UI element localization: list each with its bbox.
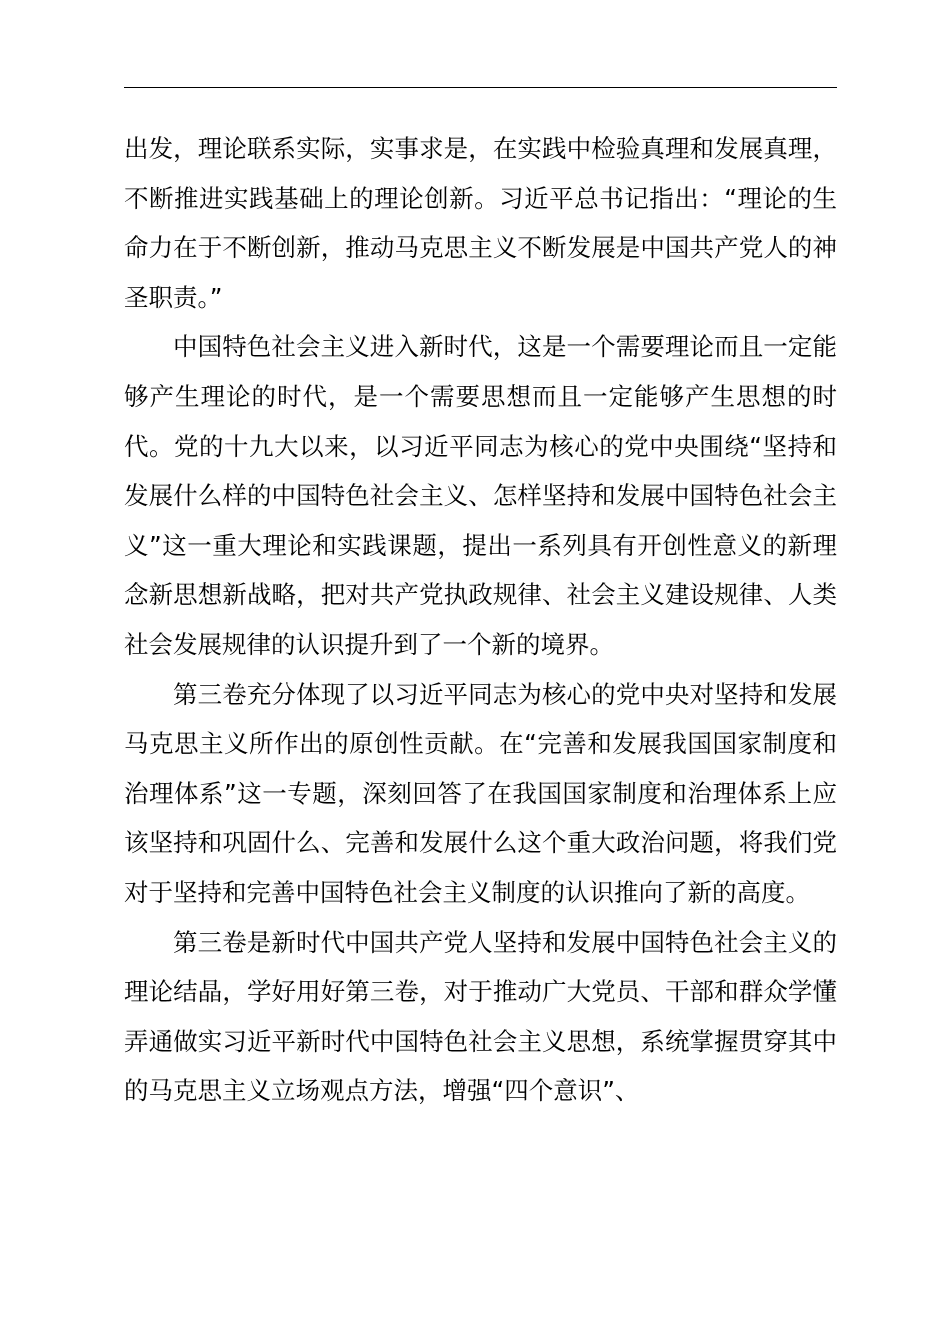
header-rule [124, 87, 837, 88]
paragraph-new-era: 中国特色社会主义进入新时代，这是一个需要理论而且一定能够产生理论的时代，是一个需要思想而且一定能够产生思想的时代。党的十九大以来，以习近平同志为核心的党中央围绕“坚持和发展什么样的中国特色社会主义、怎样坚持和发展中国特色社会主义”这一重大理论和实践课题，提出一系列具有开创性意义的新理念新思想新战略，把对共产党执政规律、社会主义建设规律、人类社会发展规律的认识提升到了一个新的境界。 [124, 332, 837, 659]
paragraph-volume-three-crystallization: 第三卷是新时代中国共产党人坚持和发展中国特色社会主义的理论结晶，学好用好第三卷，对于推动广大党员、干部和群众学懂弄通做实习近平新时代中国特色社会主义思想，系统掌握贯穿其中的马克思主义立场观点方法，增强“四个意识”、 [124, 927, 837, 1106]
document-body [124, 124, 837, 1116]
paragraph-volume-three-contribution: 第三卷充分体现了以习近平同志为核心的党中央对坚持和发展马克思主义所作出的原创性贡献。在“完善和发展我国国家制度和治理体系”这一专题，深刻回答了在我国国家制度和治理体系上应该坚持和巩固什么、完善和发展什么这个重大政治问题，将我们党对于坚持和完善中国特色社会主义制度的认识推向了新的高度。 [124, 679, 837, 907]
paragraph-continued: 出发，理论联系实际，实事求是，在实践中检验真理和发展真理，不断推进实践基础上的理论创新。习近平总书记指出：“理论的生命力在于不断创新，推动马克思主义不断发展是中国共产党人的神圣职责。” [124, 134, 837, 312]
